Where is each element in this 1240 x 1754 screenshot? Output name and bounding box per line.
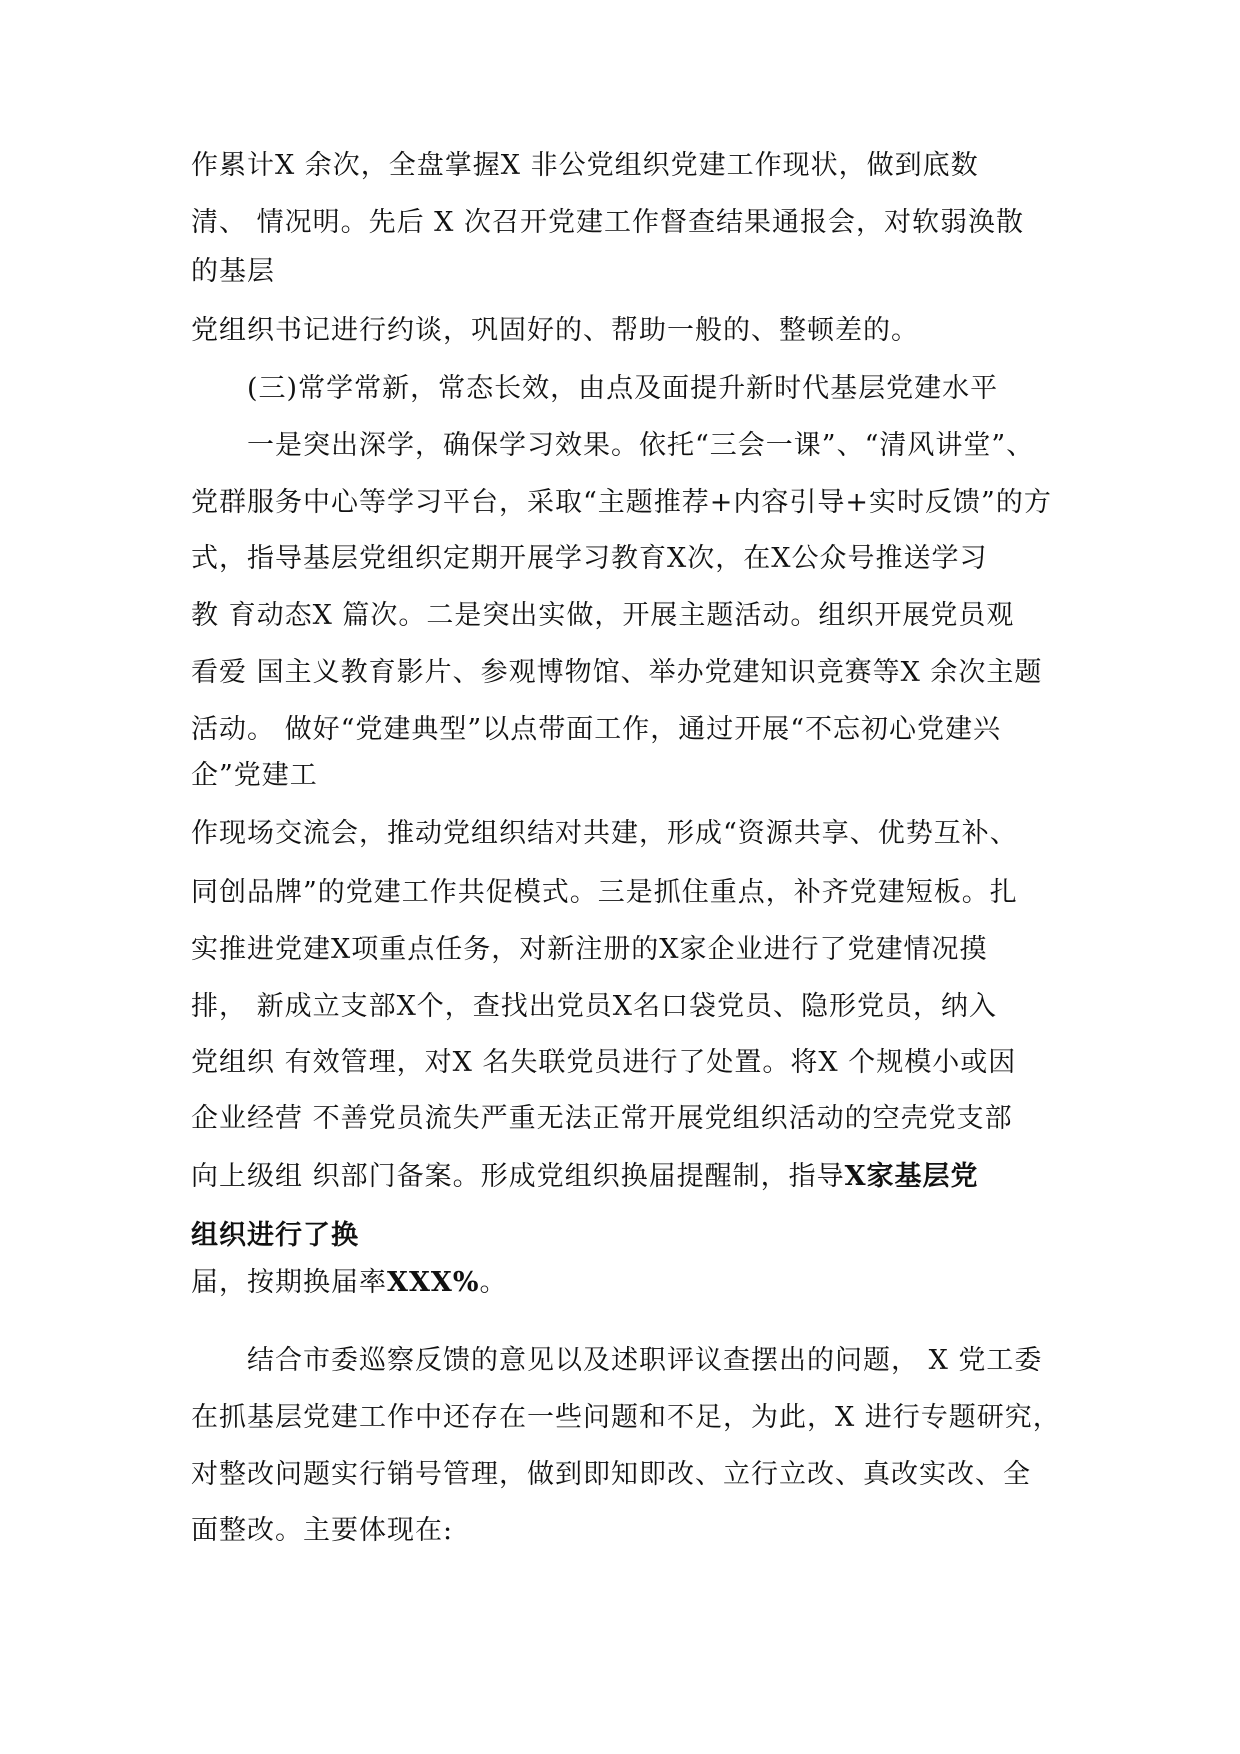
- text-line: 式，指导基层党组织定期开展学习教育X次，在X公众号推送学习: [191, 543, 988, 574]
- text-line: 作累计X 余次，全盘掌握X 非公党组织党建工作现状，做到底数: [191, 150, 979, 181]
- text-segment: 届，按期换届率: [191, 1267, 387, 1298]
- text-line: 一是突出深学，确保学习效果。依托“三会一课”、“清风讲堂”、: [247, 430, 1035, 461]
- bold-text-segment: XXX%: [387, 1267, 480, 1298]
- text-line: 党组织 有效管理，对X 名失联党员进行了处置。将X 个规模小或因: [191, 1047, 1017, 1078]
- text-line: 党群服务中心等学习平台，采取“主题推荐+内容引导+实时反馈”的方: [191, 487, 1052, 518]
- text-segment: 向上级组 织部门备案。形成党组织换届提醒制，指导: [191, 1161, 845, 1192]
- text-line: 活动。 做好“党建典型”以点带面工作，通过开展“不忘初心党建兴: [191, 714, 1001, 745]
- text-line: 在抓基层党建工作中还存在一些问题和不足，为此，X 进行专题研究，: [191, 1402, 1061, 1433]
- bold-text-segment: X家基层党: [844, 1161, 979, 1192]
- text-line: 结合市委巡察反馈的意见以及述职评议查摆出的问题， X 党工委: [247, 1345, 1043, 1376]
- text-line: 面整改。主要体现在:: [191, 1515, 454, 1546]
- text-segment: 。: [479, 1267, 508, 1298]
- text-line: 作现场交流会，推动党组织结对共建，形成“资源共享、优势互补、: [191, 818, 1018, 849]
- text-line: 排， 新成立支部X个，查找出党员X名口袋党员、隐形党员，纳入: [191, 991, 998, 1022]
- text-line: 企业经营 不善党员流失严重无法正常开展党组织活动的空壳党支部: [191, 1103, 1013, 1134]
- text-line: 党组织书记进行约谈，巩固好的、帮助一般的、整顿差的。: [191, 315, 919, 346]
- text-line: [191, 1159, 1091, 1195]
- text-line: 实推进党建X项重点任务，对新注册的X家企业进行了党建情况摸: [191, 934, 988, 965]
- section-heading: (三)常学常新，常态长效，由点及面提升新时代基层党建水平: [247, 373, 999, 404]
- text-line: 清、 情况明。先后 X 次召开党建工作督查结果通报会，对软弱涣散: [191, 207, 1024, 238]
- bold-text-line: 组织进行了换: [191, 1220, 359, 1251]
- text-line: [191, 1265, 1091, 1301]
- text-line: 教 育动态X 篇次。二是突出实做，开展主题活动。组织开展党员观: [191, 600, 1015, 631]
- text-line: 企”党建工: [191, 760, 318, 791]
- text-line: 看爱 国主义教育影片、参观博物馆、举办党建知识竞赛等X 余次主题: [191, 657, 1043, 688]
- text-line: 同创品牌”的党建工作共促模式。三是抓住重点，补齐党建短板。扎: [191, 877, 1018, 908]
- text-line: 的基层: [191, 256, 275, 287]
- text-line: 对整改问题实行销号管理，做到即知即改、立行立改、真改实改、全: [191, 1459, 1031, 1490]
